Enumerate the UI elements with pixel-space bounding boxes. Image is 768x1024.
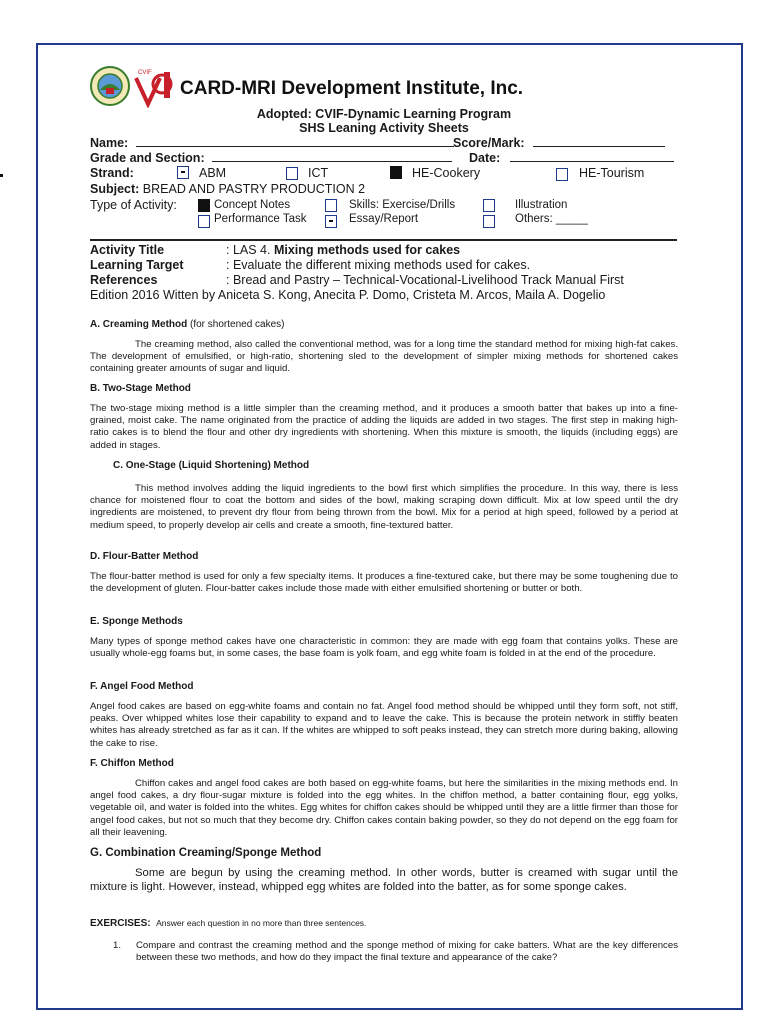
strand-ict-label: ICT	[308, 166, 329, 180]
section-heading-d: D. Flour-Batter Method	[90, 551, 199, 562]
question-number: 1.	[113, 940, 122, 951]
essay-report-checkbox[interactable]	[325, 215, 337, 228]
svg-text:CVIF: CVIF	[138, 70, 152, 76]
learning-target-label: Learning Target	[90, 258, 184, 272]
strand-abm-checkbox[interactable]	[177, 166, 189, 179]
skills-exercise-checkbox[interactable]	[325, 199, 337, 212]
concept-notes-checkbox[interactable]	[198, 199, 210, 212]
illustration-checkbox[interactable]	[483, 199, 495, 212]
references-value: : Bread and Pastry – Technical-Vocational-Livelihood Track Manual First	[226, 273, 624, 287]
section-text-d: The flour-batter method is used for only a few specialty items. It produces a fine-textured cake, but there may be some toughening due to the development of gluten. Flour-batter cakes include those made with either emulsified shortening or butter or both.	[90, 571, 678, 595]
subject-label: Subject:	[90, 182, 140, 196]
others-label: Others: _____	[515, 213, 588, 225]
activity-type-label: Type of Activity:	[90, 198, 177, 212]
strand-label: Strand:	[90, 166, 134, 180]
strand-abm-label: ABM	[199, 166, 227, 180]
section-text-e: Many types of sponge method cakes have one characteristic in common: they are made with egg foam that contains yolks. These are usually whole-egg foams but, in some cases, the base foam is yolk foam, and egg white foam is folded in at the end of the procedure.	[90, 636, 678, 660]
strand-ict-checkbox[interactable]	[286, 167, 298, 180]
name-label: Name:	[90, 136, 129, 150]
question-text: Compare and contrast the creaming method and the sponge method of mixing for cake batters. What are the key differences between these two methods, and how do they impact the final texture and appearance of the cake?	[136, 940, 678, 964]
sheet-title: SHS Leaning Activity Sheets	[299, 121, 469, 135]
date-row	[469, 151, 674, 166]
institute-logos	[90, 64, 182, 108]
activity-title-prefix: : LAS 4.	[226, 243, 274, 257]
illustration-label: Illustration	[515, 199, 568, 211]
activity-title-text: Mixing methods used for cakes	[273, 243, 461, 257]
institute-title: CARD-MRI Development Institute, Inc.	[180, 78, 524, 99]
performance-task-label: Performance Task	[214, 213, 307, 225]
section-text-a: The creaming method, also called the conventional method, was for a long time the standard method for mixing high-fat cakes. The development of emulsified, or high-ratio, shortening sled to the development of simpler mixing methods for shortened cakes containing greater amounts of sugar and liquid.	[90, 339, 678, 375]
subject-value: BREAD AND PASTRY PRODUCTION 2	[142, 182, 366, 196]
activity-title-value	[226, 243, 460, 258]
grade-field[interactable]	[212, 151, 452, 162]
divider-rule	[90, 239, 677, 241]
strand-he-tourism-checkbox[interactable]	[556, 168, 568, 181]
cvif-logo	[136, 70, 171, 104]
section-text-f-angel: Angel food cakes are based on egg-white foams and contain no fat. Angel food method should be whipped until they form soft, not stiff, peaks. Over whipped whites lose their capability to expand and to leave the cake. This is because the protein network in stiffly beaten whites has already stretched as far as it can. If the whites are whipped to soft peaks instead, they can stretch more during baking, allowing the cake to rise.	[90, 701, 678, 749]
concept-notes-label: Concept Notes	[214, 199, 291, 211]
section-text-f-chiffon: Chiffon cakes and angel food cakes are both based on egg-white foams, but here the similarities in the mixing methods end. In angel food cakes, a dry flour-sugar mixture is folded into the egg whites. In the chiffon method, a batter containing flour, egg yolks, vegetable oil, and water is folded into the whites. Egg whites for chiffon cakes should be whipped until they are a little firmer than those for angel food cakes, but not so much that they become dry. Chiffon cakes contain baking powder, so they do not depend on the egg foam for all their leavening.	[90, 778, 678, 838]
skills-exercise-label: Skills: Exercise/Drills	[349, 199, 456, 211]
strand-he-cookery-checkbox[interactable]	[390, 166, 402, 179]
activity-title-label: Activity Title	[90, 243, 165, 257]
section-text-g: Some are begun by using the creaming method. In other words, butter is creamed with sugar until the mixture is light. However, instead, whipped egg whites are folded into the batter, as for some sponge cakes.	[90, 867, 678, 893]
performance-task-checkbox[interactable]	[198, 215, 210, 228]
date-label: Date:	[469, 151, 501, 165]
name-field[interactable]	[136, 136, 454, 147]
name-row	[90, 136, 454, 151]
strand-he-cookery-label: HE-Cookery	[412, 166, 481, 180]
section-heading-f-angel: F. Angel Food Method	[90, 681, 194, 692]
seal-logo	[91, 67, 129, 105]
subject-row	[90, 182, 365, 197]
exercises-label: EXERCISES:	[90, 918, 151, 929]
score-field[interactable]	[533, 136, 665, 147]
section-heading-f-chiffon: F. Chiffon Method	[90, 758, 174, 769]
adopted-program: Adopted: CVIF-Dynamic Learning Program	[256, 107, 512, 121]
grade-row	[90, 151, 452, 166]
section-heading-c: C. One-Stage (Liquid Shortening) Method	[113, 460, 310, 471]
essay-report-label: Essay/Report	[349, 213, 419, 225]
references-continued: Edition 2016 Witten by Aniceta S. Kong, Anecita P. Domo, Cristeta M. Arcos, Maila A. Dogelio	[90, 288, 606, 302]
exercises-heading	[90, 918, 366, 929]
grade-label: Grade and Section:	[90, 151, 205, 165]
references-label: References	[90, 273, 158, 287]
others-checkbox[interactable]	[483, 215, 495, 228]
score-label: Score/Mark:	[453, 136, 525, 150]
section-text-b: The two-stage mixing method is a little simpler than the creaming method, and it produces a smooth batter that bakes up into a fine-grained, moist cake. The name originated from the practice of adding the liquids are added in two stages. The first step in making high-ratio cakes is to blend the flour and other dry ingredients with shortening. When this mixture is smooth, the liquids (including eggs) are added in stages.	[90, 403, 678, 451]
section-heading-a: A. Creaming Method (for shortened cakes)	[90, 319, 285, 330]
exercises-instruction: Answer each question in no more than three sentences.	[156, 918, 367, 928]
date-field[interactable]	[510, 151, 674, 162]
score-row	[453, 136, 665, 151]
strand-he-tourism-label: HE-Tourism	[579, 166, 645, 180]
section-heading-g: G. Combination Creaming/Sponge Method	[90, 847, 322, 859]
learning-target-value: : Evaluate the different mixing methods used for cakes.	[226, 258, 531, 272]
section-heading-b: B. Two-Stage Method	[90, 383, 191, 394]
section-heading-e: E. Sponge Methods	[90, 616, 183, 627]
section-text-c: This method involves adding the liquid ingredients to the bowl first which simplifies the procedure. In this way, there is less chance for moistened flour to coat the bottom and sides of the bowl, making scraping down difficult. Mix at low speed until the dry ingredients are moistened, to prevent dry flour from being thrown from the bowl. Mix for a period at high speed, followed by a period at medium speed, to properly develop air cells and create a smooth, fine-textured batter.	[90, 483, 678, 531]
stray-mark	[0, 174, 3, 177]
